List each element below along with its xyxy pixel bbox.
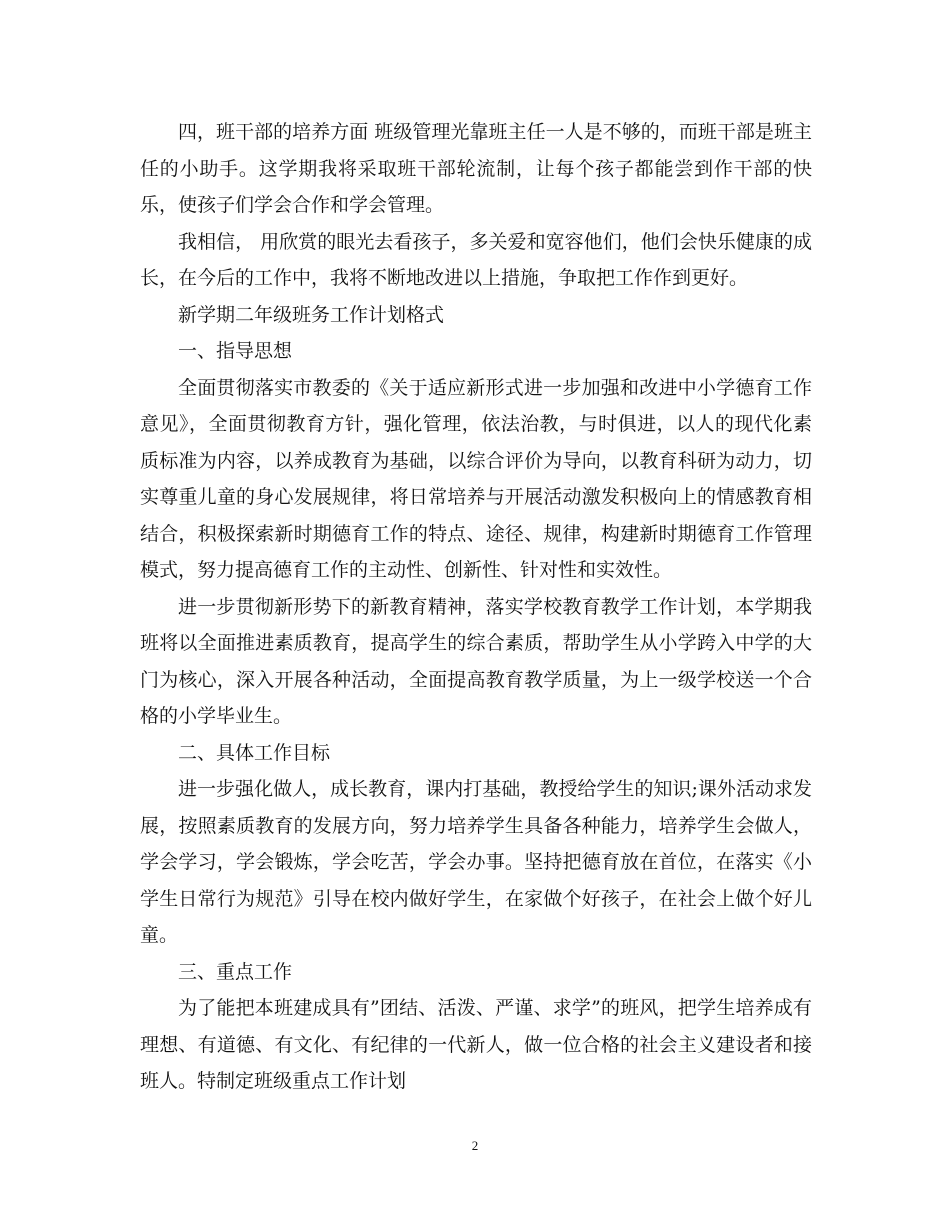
document-body xyxy=(140,114,812,1100)
paragraph-work-goals: 进一步强化做人，成长教育，课内打基础，教授给学生的知识;课外活动求发展，按照素质教育的发展方向，努力培养学生具备各种能力，培养学生会做人，学会学习，学会锻炼，学会吃苦，学会办事。坚持把德育放在首位，在落实《小学生日常行为规范》引导在校内做好学生，在家做个好孩子，在社会上做个好儿童。 xyxy=(140,778,812,946)
section-heading-work-goals: 二、具体工作目标 xyxy=(178,741,331,764)
paragraph-class-cadres: 四，班干部的培养方面 班级管理光靠班主任一人是不够的，而班干部是班主任的小助手。这学期我将采取班干部轮流制，让每个孩子都能尝到作干部的快乐，使孩子们学会合作和学会管理。 xyxy=(140,121,812,216)
paragraph-guiding-ideology: 全面贯彻落实市教委的《关于适应新形式进一步加强和改进中小学德育工作意见》，全面贯彻教育方针，强化管理，依法治教，与时俱进，以人的现代化素质标准为内容，以养成教育为基础，以综合评价为导向，以教育科研为动力，切实尊重儿童的身心发展规律，将日常培养与开展活动激发积极向上的情感教育相结合，积极探索新时期德育工作的特点、途径、规律，构建新时期德育工作管理模式，努力提高德育工作的主动性、创新性、针对性和实效性。 xyxy=(140,376,812,581)
document-title: 新学期二年级班务工作计划格式 xyxy=(178,303,445,326)
page-number: 2 xyxy=(471,1138,479,1153)
section-heading-guiding-ideology: 一、指导思想 xyxy=(178,340,293,362)
paragraph-education-spirit: 进一步贯彻新形势下的新教育精神，落实学校教育教学工作计划，本学期我班将以全面推进素质教育，提高学生的综合素质，帮助学生从小学跨入中学的大门为核心，深入开展各种活动，全面提高教育教学质量，为上一级学校送一个合格的小学毕业生。 xyxy=(140,595,812,727)
paragraph-belief: 我相信， 用欣赏的眼光去看孩子，多关爱和宽容他们，他们会快乐健康的成长，在今后的工作中，我将不断地改进以上措施，争取把工作作到更好。 xyxy=(140,230,812,289)
paragraph-key-work: 为了能把本班建成具有”团结、活泼、严谨、求学”的班风，把学生培养成有理想、有道德、有文化、有纪律的一代新人，做一位合格的社会主义建设者和接班人。特制定班级重点工作计划 xyxy=(140,997,812,1092)
section-heading-key-work: 三、重点工作 xyxy=(178,960,293,983)
